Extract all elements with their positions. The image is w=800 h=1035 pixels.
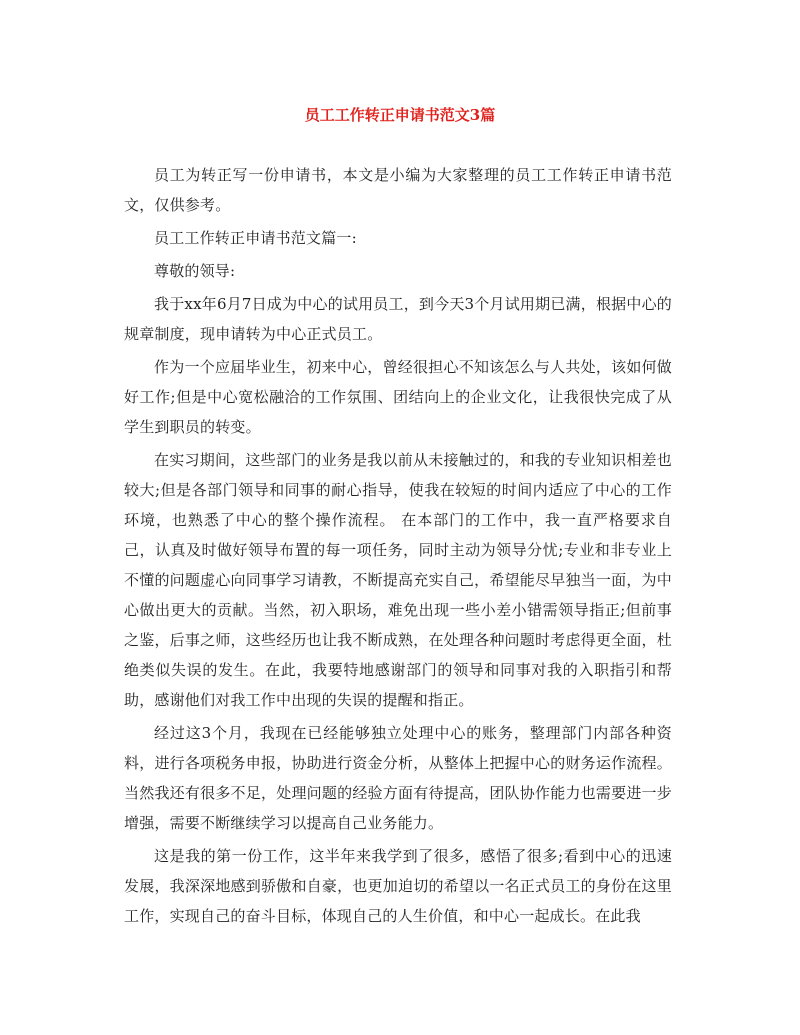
document-body: [124, 160, 672, 934]
body-paragraph: 这是我的第一份工作，这半年来我学到了很多，感悟了很多;看到中心的迅速发展，我深深地感到骄傲和自豪，也更加迫切的希望以一名正式员工的身份在这里工作，实现自己的奋斗目标，体现自己的人生价值，和中心一起成长。在此我: [124, 847, 672, 925]
body-paragraph: 我于xx年6月7日成为中心的试用员工，到今天3个月试用期已满，根据中心的规章制度，现申请转为中心正式员工。: [124, 295, 672, 343]
body-paragraph: 在实习期间，这些部门的业务是我以前从未接触过的，和我的专业知识相差也较大;但是各部门领导和同事的耐心指导，使我在较短的时间内适应了中心的工作环境，也熟悉了中心的整个操作流程。 在本部门的工作中，我一直严格要求自己，认真及时做好领导布置的每一项任务，同时主动为领导分忧;专业和非专业上不懂的问题虚心向同事学习请教，不断提高充实自己，希望能尽早独当一面，为中心做出更大的贡献。当然，初入职场，难免出现一些小差小错需领导指正;但前事之鉴，后事之师，这些经历也让我不断成熟，在处理各种问题时考虑得更全面，杜绝类似失误的发生。在此，我要特地感谢部门的领导和同事对我的入职指引和帮助，感谢他们对我工作中出现的失误的提醒和指正。: [124, 451, 672, 709]
body-paragraph: 经过这3个月，我现在已经能够独立处理中心的账务，整理部门内部各种资料，进行各项税务申报，协助进行资金分析，从整体上把握中心的财务运作流程。当然我还有很多不足，处理问题的经验方面有待提高，团队协作能力也需要进一步增强，需要不断继续学习以提高自己业务能力。: [124, 724, 672, 832]
salutation: 尊敬的领导:: [154, 262, 236, 280]
body-paragraph: 作为一个应届毕业生，初来中心，曾经很担心不知该怎么与人共处，该如何做好工作;但是中心宽松融洽的工作氛围、团结向上的企业文化，让我很快完成了从学生到职员的转变。: [124, 358, 672, 436]
section-heading: 员工工作转正申请书范文篇一:: [154, 229, 357, 247]
intro-paragraph: 员工为转正写一份申请书，本文是小编为大家整理的员工工作转正申请书范文，仅供参考。: [124, 166, 672, 214]
document-title: 员工工作转正申请书范文3篇: [304, 106, 496, 124]
